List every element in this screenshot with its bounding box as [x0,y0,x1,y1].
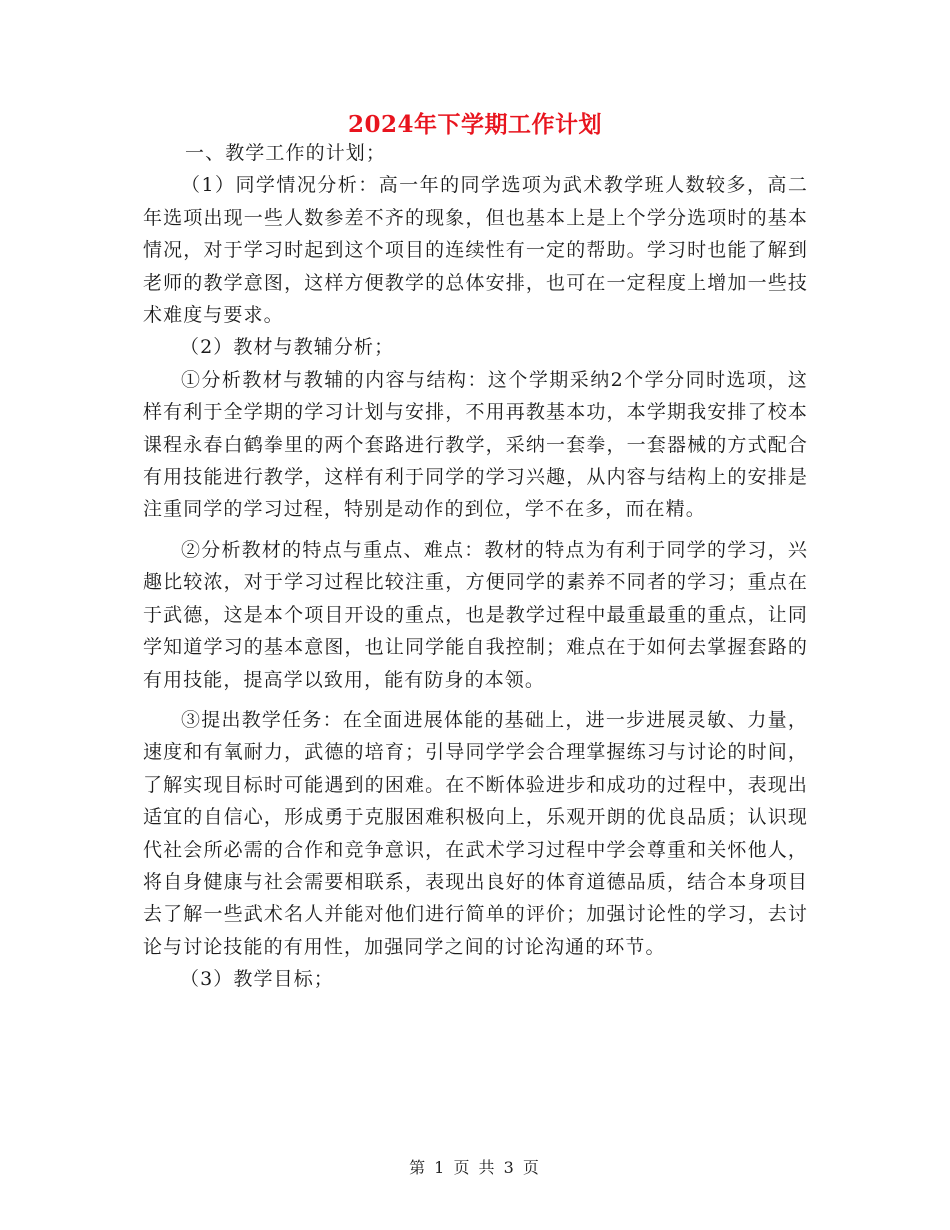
section-heading-teaching-plan: 一、教学工作的计划； [185,142,387,164]
paragraph-student-analysis: （1）同学情况分析：高一年的同学选项为武术教学班人数较多，高二年选项出现一些人数参差不齐的现象，但也基本上是上个学分选项时的基本情况，对于学习时起到这个项目的连续性有一定的帮助。学习时也能了解到老师的教学意图，这样方便教学的总体安排，也可在一定程度上增加一些技术难度与要求。 [143,174,808,327]
paragraph-teaching-tasks: ③提出教学任务：在全面进展体能的基础上，进一步进展灵敏、力量，速度和有氧耐力，武德的培育；引导同学学会合理掌握练习与讨论的时间，了解实现目标时可能遇到的困难。在不断体验进步和成功的过程中，表现出适宜的自信心，形成勇于克服困难积极向上，乐观开朗的优良品质；认识现代社会所必需的合作和竞争意识，在武术学习过程中学会尊重和关怀他人，将自身健康与社会需要相联系，表现出良好的体育道德品质，结合本身项目去了解一些武术名人并能对他们进行简单的评价；加强讨论性的学习，去讨论与讨论技能的有用性，加强同学之间的讨论沟通的环节。 [143,708,808,958]
subheading-teaching-goals: （3）教学目标； [180,968,334,991]
document-body [143,137,808,996]
subheading-materials-analysis: （2）教材与教辅分析； [180,336,395,359]
document-title: 2024年下学期工作计划 [347,111,602,138]
paragraph-key-points: ②分析教材的特点与重点、难点：教材的特点为有利于同学的学习，兴趣比较浓，对于学习过程比较注重，方便同学的素养不同者的学习；重点在于武德，这是本个项目开设的重点，也是教学过程中最重最重的重点，让同学知道学习的基本意图，也让同学能自我控制；难点在于如何去掌握套路的有用技能，提高学以致用，能有防身的本领。 [143,538,808,691]
page-number-footer: 第 1 页 共 3 页 [409,1158,541,1177]
paragraph-content-structure: ①分析教材与教辅的内容与结构：这个学期采纳2个学分同时选项，这样有利于全学期的学习计划与安排，不用再教基本功，本学期我安排了校本课程永春白鹤拳里的两个套路进行教学，采纳一套拳，一套器械的方式配合有用技能进行教学，这样有利于同学的学习兴趣，从内容与结构上的安排是注重同学的学习过程，特别是动作的到位，学不在多，而在精。 [143,368,808,521]
